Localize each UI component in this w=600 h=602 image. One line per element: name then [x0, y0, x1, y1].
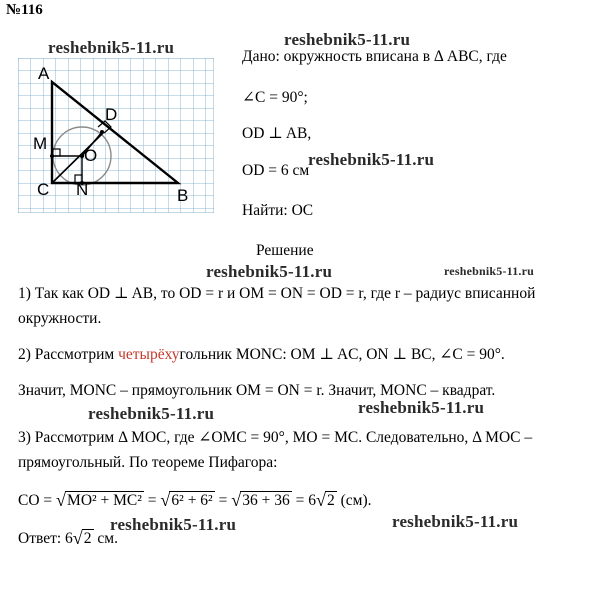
label-a: A — [38, 64, 50, 83]
step2b-line: Значит, MONC – прямоугольник OM = ON = r. Значит, MONC – квадрат. — [18, 382, 496, 399]
radical-4: √ 2 — [315, 490, 335, 510]
step2-highlight: четырёху — [118, 346, 180, 363]
step1-line1: 1) Так как OD ⊥ AB, то OD = r и OM = ON = OD = r, где r – радиус вписанной — [18, 285, 536, 302]
answer-unit: см. — [97, 530, 118, 547]
result-unit: (см). — [340, 492, 372, 509]
label-m: M — [33, 134, 48, 153]
given-line-2: ∠C = 90°; — [242, 89, 308, 106]
eq-2: = — [218, 492, 228, 509]
find-line: Найти: OC — [242, 202, 314, 219]
radical-2: √ 6² + 6² — [160, 490, 213, 510]
watermark: reshebnik5-11.ru — [284, 30, 411, 49]
watermark: reshebnik5-11.ru — [444, 264, 534, 278]
problem-number: №116 — [6, 2, 43, 18]
answer-label: Ответ: 6 — [18, 530, 73, 547]
watermark: reshebnik5-11.ru — [110, 515, 237, 534]
label-d: D — [105, 105, 118, 124]
watermark: reshebnik5-11.ru — [392, 512, 519, 531]
watermark: reshebnik5-11.ru — [308, 150, 435, 169]
watermark: reshebnik5-11.ru — [48, 38, 175, 57]
eq-1: = — [147, 492, 157, 509]
radical-1: √ MO² + MC² — [56, 490, 142, 510]
point-m — [50, 154, 54, 158]
label-n: N — [76, 180, 89, 199]
label-b: B — [177, 186, 189, 205]
watermark: reshebnik5-11.ru — [88, 404, 215, 423]
formula — [18, 492, 371, 510]
formula-lhs: CO = — [18, 492, 53, 509]
given-line-3: OD ⊥ AB, — [242, 125, 312, 142]
label-o: O — [84, 146, 98, 165]
step2-post: гольник MONC: OM ⊥ AC, ON ⊥ BC, ∠C = 90°. — [179, 346, 505, 363]
step3-line1: 3) Рассмотрим Δ MOC, где ∠OMC = 90°, MO = MC. Следовательно, Δ MOC – — [18, 429, 533, 446]
answer-radical: √ 2 — [72, 528, 92, 548]
eq-3: = — [295, 492, 305, 509]
step3-line2: прямоугольный. По теореме Пифагора: — [18, 454, 278, 471]
label-c: C — [37, 180, 50, 199]
given-line-1: Дано: окружность вписана в Δ ABC, где — [242, 48, 507, 65]
given-line-4: OD = 6 см — [242, 162, 310, 179]
answer-line — [18, 530, 118, 548]
watermark: reshebnik5-11.ru — [358, 398, 485, 417]
radical-3: √ 36 + 36 — [231, 490, 290, 510]
point-d — [100, 130, 104, 134]
step1-line2: окружности. — [18, 310, 102, 327]
solution-heading: Решение — [256, 242, 314, 259]
step2-pre: 2) Рассмотрим — [18, 346, 119, 363]
result-coef: 6 — [308, 492, 316, 509]
step2-line — [18, 345, 505, 364]
watermark: reshebnik5-11.ru — [206, 262, 333, 281]
